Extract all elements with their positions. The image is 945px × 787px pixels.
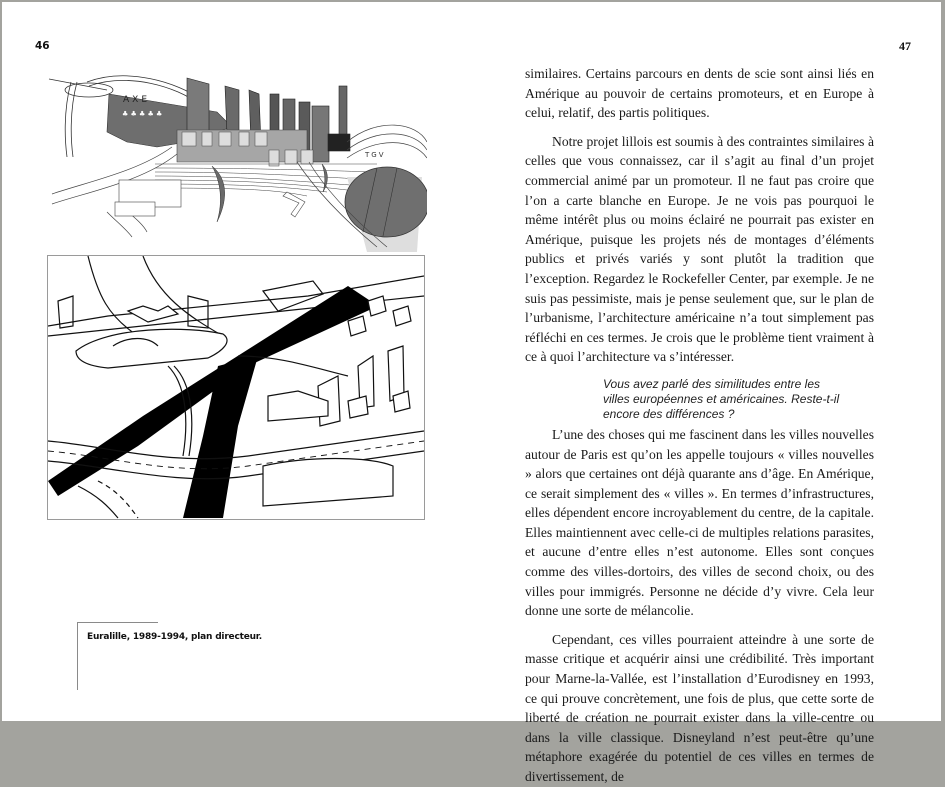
right-page-text xyxy=(525,64,874,787)
axe-label: AXE xyxy=(123,95,151,105)
svg-text:♣ ♣ ♣ ♣ ♣: ♣ ♣ ♣ ♣ ♣ xyxy=(122,110,163,118)
paragraph-2: Notre projet lillois est soumis à des contraintes similaires à celles que vous connaissez, car il s’agit au final d’un projet commercial animé par un promoteur. Il ne faut pas croire que l’on a carte blanche en Europe. Je ne vois pas pourquoi le même intérêt plus ou moins éclairé ne pourrait pas exister en Amérique, puisque les projets nés de montages d’éléments publics et privés variés y sont plutôt la tradition que l’exception. Regardez le Rockefeller Center, par exemple. Je ne suis pas pessimiste, mais je pense seulement que, sur le plan de l’urbanisme, l’architecture américaine n’a tout simplement pas réfléchi en ces termes. Je crois que le problème tient vraiment à ce à quoi l’architecture va s’intéresser. xyxy=(525,133,874,365)
figure-axonometric-plan xyxy=(47,72,427,252)
book-spread xyxy=(2,2,941,784)
figure-line-sketch xyxy=(47,255,425,520)
answer-paragraph-2: Cependant, ces villes pourraient atteindre à une sorte de masse critique et acquérir ainsi une crédibilité. Très important pour Marne-la-Vallée, est l’installation d’Eurodisney en 1993, ce qui prouve concrètement, une fois de plus, que cette sorte de liberté de création ne pourrait exister dans la ville-centre ou dans la ville classique. Disneyland n’est peut-être qu’une métaphore exagérée du potentiel de ces villes en termes de divertissement, de xyxy=(525,631,874,784)
tgv-label: TGV xyxy=(365,151,386,159)
answer-paragraph-1: L’une des choses qui me fascinent dans les villes nouvelles autour de Paris est qu’on les appelle toujours « villes nouvelles » alors que certaines ont déjà quarante ans d’âge. En Amérique, ce serait simplement des « villes ». En termes d’infrastructures, elles dépendent encore incroyablement du centre, de la capitale. Elles maintiennent avec celle-ci de multiples relations parasites, et aucune d’entre elles n’est autonome. Elles sont conçues comme des villes-dortoirs, des villes de second choix, ou des villes pour immigrés. Personne ne décide d’y vivre. Cela leur donne une sorte de mélancolie. xyxy=(525,426,874,619)
paragraph-1: similaires. Certains parcours en dents de scie sont ainsi liés en Amérique au pouvoir de certains promoteurs, et en Europe à celui, relatif, des partis politiques. xyxy=(525,66,874,121)
interview-question: Vous avez parlé des similitudes entre les villes européennes et américaines. Reste-t-il encore des différences ? xyxy=(603,376,840,421)
page-number-left: 46 xyxy=(35,40,50,52)
figure-caption: Euralille, 1989-1994, plan directeur. xyxy=(87,632,262,642)
page-number-right: 47 xyxy=(899,39,911,53)
